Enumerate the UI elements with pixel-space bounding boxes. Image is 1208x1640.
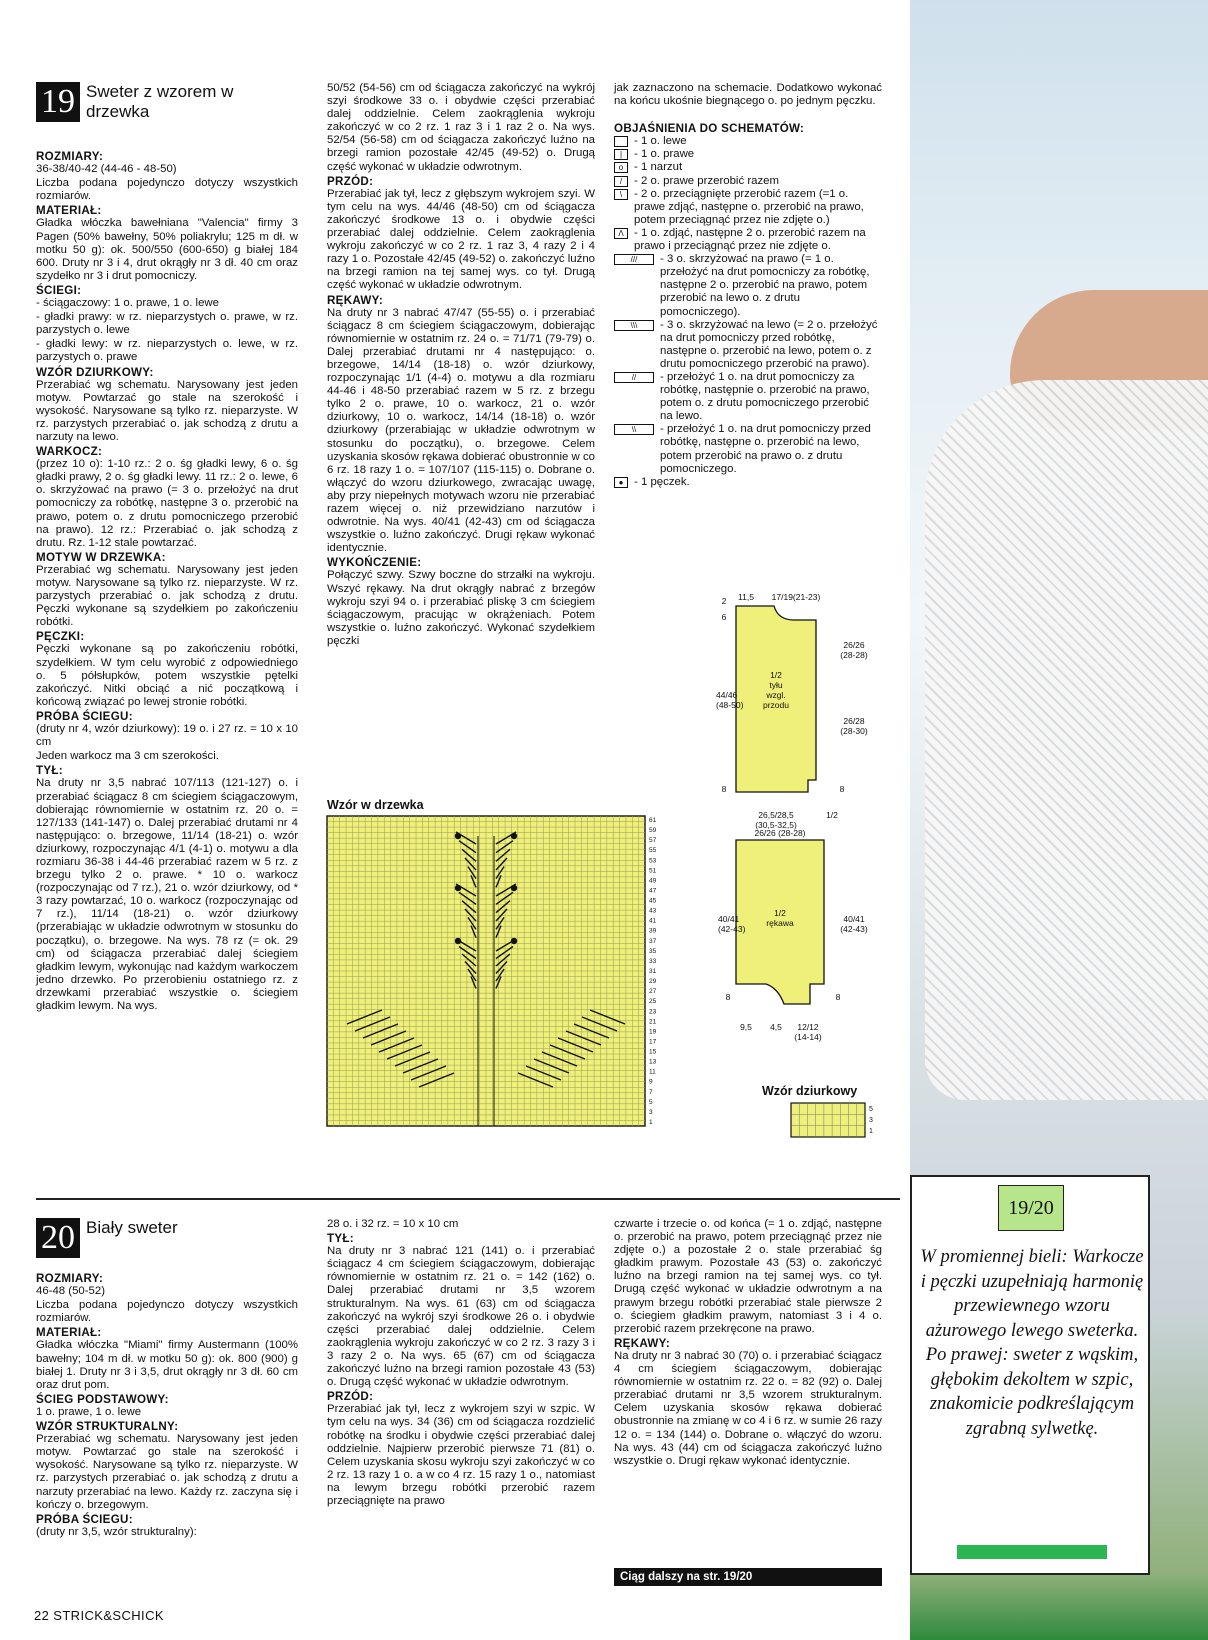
paragraph: (druty nr 3,5, wzór strukturalny): [36, 1525, 197, 1538]
row-number: 19 [649, 1028, 657, 1036]
legend-item [614, 175, 882, 188]
legend-text: - 3 o. skrzyżować na prawo (= 1 o. przełożyć na drut pomocniczy za robótkę, następne 2 o. przerobić na prawo, potem przerobić na lewo o. z drutu pomocniczego). [660, 253, 870, 318]
legend-item [614, 135, 882, 148]
article-20-column-3 [614, 1218, 882, 1469]
paragraph: Na druty nr 3 nabrać 121 (141) o. i przerabiać ściągacz 4 cm ściegiem ściągaczowym, dobierając równomiernie w ostatnim rz. 21 o. = 142 (162) o. Dalej przerabiać drutami nr 3,5 wzorem strukturalnym. Na wys. 61 (63) cm od ściągacza zakończyć na wykrój szyi środkowe 26 o. i obydwie części przerabiać dalej oddzielnie. Celem zaokrąglenia wykroju zakończyć w co 2 rz. 3 razy 3 i 3 razy 2 o. Na wys. 65 (67) cm od ściągacza zakończyć luźno na brzegi ramion pozostałe 43 (53) o. Drugą część wykonać w układzie odwrotnym. [327, 1245, 595, 1389]
paragraph: (druty nr 4, wzór dziurkowy): 19 o. i 27 rz. = 10 x 10 cm [36, 723, 298, 749]
legend-text: - 1 o. lewe [634, 135, 687, 148]
schema-center-label: tyłu [769, 680, 783, 690]
caption-accent-bar [957, 1545, 1107, 1559]
bobble-mark [455, 833, 461, 839]
caption-text: W promiennej bieli: Warkocze i pęczki uzupełniają harmonię przewiewnego wzoru ażurowego lewego sweterka. Po prawej: sweter z wąskim, głębokim dekoltem w szpic, znakomicie podkreślającym zgrabną sylwetkę. [920, 1247, 1144, 1439]
paragraph: Pęczki wykonane są po zakończeniu robótki, szydełkiem. W tym celu wyrobić z odpowiedniego o. 5 półsłupków, potem wszystkie pętelki zakończyć. Nitki obciąć a nić początkową i końcową związać po lewej stronie robótki. [36, 643, 298, 708]
schema-side-label: 44/46 [716, 690, 738, 700]
paragraph: 50/52 (54-56) cm od ściągacza zakończyć na wykrój szyi środkowe 33 o. i obydwie części przerabiać dalej oddzielnie. Celem zaokrąglenia wykroju zakończyć w co 2 rz. 1 raz 3 i 1 raz 2 o. Na wys. 52/54 (56-58) cm od ściągacza zakończyć luźno na brzegi ramion pozostałe 42/45 (49-52) o. Drugą część wykonać w układzie odwrotnym. [327, 82, 595, 173]
article-19-column-3 [614, 82, 882, 489]
section-heading: PRZÓD: [327, 174, 374, 188]
bobble-mark [511, 833, 517, 839]
paragraph: Przerabiać wg schematu. Narysowany jest jeden motyw. Powtarzać go stale na szerokość i wysokość. Narysowane są tylko rz. nieparzyste. W rz. parzystych przerabiać o. jak schodzą z drutu a narzuty przerabiać na lewo. Każdy rz. zaczyna się i kończy o. brzegowym. [36, 1433, 298, 1511]
schema-center-label: 1/2 [770, 670, 782, 680]
paragraph: Przerabiać jak tył, lecz z głębszym wykrojem szyi. W tym celu na wys. 44/46 (48-50) cm od ściągacza zakończyć środkowe 13 o. i obydwie części przerabiać dalej oddzielnie. Celem zaokrąglenia wykroju zakończyć w co 2 rz. 1 raz 3, 4 razy 2 i 4 razy 1 o. Pozostałe 42/45 (49-52) o. zakończyć luźno na brzegi ramion na tej samej wys. co tył. Drugą część wykonać w układzie odwrotnym. [327, 187, 595, 292]
legend-item [614, 371, 882, 423]
paragraph: - ściągaczowy: 1 o. prawe, 1 o. lewe [36, 297, 219, 310]
schema-label: 6 [721, 612, 727, 622]
schema-label: 26/26 [843, 640, 865, 650]
section-heading: ŚCIEGI: [36, 283, 82, 297]
paragraph: 36-38/40-42 (44-46 - 48-50) [36, 163, 177, 176]
row-number: 47 [649, 887, 657, 895]
section-heading: ŚCIEG PODSTAWOWY: [36, 1392, 169, 1406]
row-number: 17 [649, 1038, 657, 1046]
schema-label: (14-14) [794, 1032, 822, 1042]
row-number: 3 [649, 1108, 653, 1116]
row-number: 59 [649, 827, 657, 835]
paragraph: czwarte i trzecie o. od końca (= 1 o. zdjąć, następne o. przerobić na prawo, potem przeciągnąć przez nie zdjęte o.) a pozostałe 2 o. stale przerabiać śg gładkim prawym. Pozostałe 43 (53) o. zakończyć luźno na brzegi ramion na tej samej wys. co tył. Drugą część wykonać w układzie odwrotnym a na prawym brzegu robótki przerabiać stale pierwsze 2 o. ściegiem gładkim prawym, natomiast 3 i 4 o. przerobić razem przekręcone na prawo. [614, 1218, 882, 1335]
schema-label: 8 [725, 992, 731, 1002]
row-number: 23 [649, 1008, 657, 1016]
paragraph: Gładka włóczka "Miami" firmy Austermann (100% bawełny; 104 m dł. w motku 50 g): ok. 800 (900) g białej 1. Druty nr 3 i 3,5, drut okrągły nr 3 dł. 60 cm oraz drut pom. [36, 1339, 298, 1391]
legend-text: - przełożyć 1 o. na drut pomocniczy za robótkę, następnie o. przerobić na prawo, potem o. z drutu pomocniczego przerobić na lewo. [660, 370, 870, 423]
legend-item [614, 476, 882, 489]
legend-item [614, 319, 882, 371]
small-chart [790, 1102, 880, 1142]
bobble-mark [455, 885, 461, 891]
schema-label: 8 [835, 992, 841, 1002]
caption-page-tag: 19/20 [998, 1185, 1064, 1231]
section-heading: MATERIAŁ: [36, 1326, 102, 1340]
article-20-header [36, 1218, 178, 1258]
row-number: 9 [649, 1078, 653, 1086]
paragraph: Przerabiać wg schematu. Narysowany jest jeden motyw. Narysowane są tylko rz. nieparzyste. W rz. parzystych przerabiać o. jak schodzą z drutu. Pęczki wykonane są szydełkiem po zakończeniu robótki. [36, 563, 298, 629]
schema-label: 4,5 [770, 1022, 782, 1032]
article-19-number: 19 [36, 82, 80, 122]
section-heading: WZÓR DZIURKOWY: [36, 365, 154, 379]
row-number: 11 [649, 1068, 656, 1076]
legend-symbol-icon: \\\ [614, 320, 654, 331]
schema-label: 1/2 [774, 908, 786, 918]
garment-schema [714, 592, 910, 1112]
row-number: 1 [649, 1119, 653, 1126]
sleeve-side-label: 40/41 [718, 914, 740, 924]
legend-symbol-icon: | [614, 149, 628, 160]
section-heading: TYŁ: [327, 1232, 354, 1246]
schema-label: 9,5 [740, 1022, 752, 1032]
row-number: 27 [649, 988, 657, 996]
section-heading: PĘCZKI: [36, 630, 85, 644]
schema-center-label: przodu [763, 700, 789, 710]
schema-label: 2 [721, 596, 727, 606]
paragraph: (przez 10 o): 1-10 rz.: 2 o. śg gładki lewy, 6 o. śg gładki prawy, 2 o. śg gładki lewy. 11 rz.: 2 o. lewe, 6 o. skrzyżować na prawo (= 3 o. przełożyć na drut pomocniczy za robótkę, następne 3 o. przerobić na prawo, potem o. z drutu pomocniczego przerobić na prawo). 12 rz.: Przerabiać o. jak schodzą z drutu. Rz. 1-12 stale powtarzać. [36, 458, 298, 549]
small-row-number: 1 [869, 1128, 873, 1135]
row-number: 35 [649, 947, 657, 955]
legend-text: - 2 o. przeciągnięte przerobić razem (=1 o. prawe zdjąć, następne o. przerobić na prawo, potem przeciągnąć przez nie zdjęte o.) [634, 187, 864, 226]
tree-chart [325, 814, 680, 1144]
small-row-number: 3 [869, 1117, 873, 1124]
row-number: 51 [649, 867, 657, 875]
section-heading: ROZMIARY: [36, 150, 104, 163]
legend-text: - 2 o. prawe przerobić razem [634, 174, 779, 187]
legend-text: - 1 o. prawe [634, 148, 695, 161]
section-heading: MOTYW W DRZEWKA: [36, 550, 166, 564]
sleeve-side-label: (42-43) [718, 924, 746, 934]
schema-label: 26,5/28,5 [758, 810, 794, 820]
legend-item [614, 423, 882, 475]
legend-text: - 1 o. zdjąć, następne 2 o. przerobić razem na prawo i przeciągnąć przez nie zdjęte o. [634, 226, 866, 253]
paragraph: - gładki lewy: w rz. nieparzystych o. lewe, w rz. parzystych o. prawe [36, 338, 298, 364]
article-20-title: Biały sweter [86, 1218, 178, 1237]
schema-label: 40/41 [843, 914, 865, 924]
article-20-column-1 [36, 1272, 298, 1540]
small-chart-area [791, 1103, 865, 1137]
row-number: 49 [649, 877, 657, 885]
paragraph: Przerabiać wg schematu. Narysowany jest jeden motyw. Powtarzać go stale na szerokość i wysokość. Narysowane są tylko rz. nieparzyste. W rz. parzystych przerabiać o. jak schodzą z drutu a narzuty na lewo. [36, 378, 298, 443]
schema-label: (30,5-32,5) [755, 820, 797, 830]
small-row-number: 5 [869, 1106, 873, 1113]
row-number: 61 [649, 817, 657, 824]
paragraph: Przerabiać jak tył, lecz z wykrojem szyi w szpic. W tym celu na wys. 34 (36) cm od ściągacza rozdzielić robótkę na środku i obydwie części przerabiać dalej oddzielnie. Najpierw przerobić pierwsze 71 (81) o. Celem uzyskania skosu wykroju szyi zakończyć w co 2 rz. 13 razy 1 o. a w co 4 rz. 15 razy 1 o., natomiast na lewym brzegu robótki przerobić razem przeciągnięte na prawo [327, 1403, 595, 1507]
schema-label: 8 [839, 784, 845, 794]
schema-top-label: 11,5 [738, 592, 754, 602]
article-19-title: Sweter z wzorem w drzewka [86, 82, 234, 121]
paragraph: Gładka włóczka bawełniana "Valencia" firmy 3 Pagen (50% bawełny, 50% poliakrylu; 125 m dł. w motku 50 g): ok. 500/550 (600-650) g białej 184 600. Druty nr 3 i 4, drut okrągły nr 3 dł. 40 cm oraz szydełko nr 3 i drut pomocniczy. [36, 217, 298, 282]
legend-symbol-icon: // [614, 372, 654, 383]
schema-top-label: 17/19(21-23) [771, 592, 821, 602]
photo-caption-box [910, 1175, 1150, 1575]
row-number: 37 [649, 937, 657, 945]
paragraph: jak zaznaczono na schemacie. Dodatkowo wykonać na końcu ukośnie biegnącego o. po jednym pęczku. [614, 82, 882, 108]
section-heading: WYKOŃCZENIE: [327, 556, 422, 570]
row-number: 25 [649, 998, 657, 1006]
legend-text: - przełożyć 1 o. na drut pomocniczy przed robótkę, następne o. przerobić na lewo, potem przerobić na prawo o. z drutu pomocniczego. [660, 423, 871, 475]
legend-symbol-icon: /// [614, 254, 654, 265]
legend-item [614, 188, 882, 227]
legend-symbol-icon [614, 136, 628, 147]
row-number: 5 [649, 1098, 653, 1106]
legend-symbol-icon: \\ [614, 424, 654, 435]
section-heading: MATERIAŁ: [36, 204, 102, 218]
row-number: 29 [649, 978, 657, 986]
schema-label: rękawa [766, 918, 794, 928]
section-heading: RĘKAWY: [614, 1336, 670, 1350]
row-number: 43 [649, 907, 657, 915]
schema-label: 26/28 [843, 716, 865, 726]
section-heading: WZÓR STRUKTURALNY: [36, 1420, 179, 1434]
section-heading: PRÓBA ŚCIEGU: [36, 709, 133, 723]
paragraph: 46-48 (50-52) [36, 1285, 106, 1298]
sleeve-top-label: 26/26 (28-28) [754, 828, 806, 838]
section-heading: TYŁ: [36, 764, 63, 778]
row-number: 41 [649, 917, 657, 925]
small-chart-title: Wzór dziurkowy [762, 1084, 858, 1098]
article-20-column-2 [327, 1218, 595, 1509]
schema-label: 8 [721, 784, 727, 794]
page-footer: 22 STRICK&SCHICK [34, 1608, 164, 1623]
schema-label: (42-43) [840, 924, 868, 934]
article-19-column-1 [36, 150, 298, 1014]
section-heading: PRÓBA ŚCIEGU: [36, 1512, 133, 1526]
legend-symbol-icon: o [614, 162, 628, 173]
legend-symbol-icon: / [614, 176, 628, 187]
section-heading: PRZÓD: [327, 1390, 374, 1404]
legend-symbol-icon: ● [614, 477, 628, 488]
paragraph: - gładki prawy: w rz. nieparzystych o. prawe, w rz. parzystych o. lewe [36, 311, 298, 337]
paragraph: 1 o. prawe, 1 o. lewe [36, 1405, 142, 1418]
bobble-mark [511, 938, 517, 944]
paragraph: Na druty nr 3 nabrać 47/47 (55-55) o. i przerabiać ściągacz 8 cm ściegiem ściągaczowym, dobierając równomiernie w ostatnim rz. 24 o. = 71/71 (79-79) o. Dalej przerabiać drutami nr 4 następująco: o. brzegowe, 14/14 (18-18) o. wzór dziurkowy, rozpoczynając 1/1 (4-4) o. motywu a dla rozmiaru 44-46 i 48-50 przerabiać razem w 5 rz. z brzegu tylko 2 o. prawe, 10 o. warkocz, 21 o. wzór dziurkowy, 10 o. warkocz, 14/14 (18-18) o. wzór dziurkowy (przerabiając w układzie odwrotnym w stosunku do początku), o. brzegowe. Celem uzyskania skosów rękawa dobierać obustronnie w co 6 rz. 18 razy 1 o. = 107/107 (115-115) o. Dobrane o. włączyć do wzoru dziurkowego, zwracając uwagę, aby przy niepełnych motywach wzoru nie przerabiać razem więcej o. niż przewidziano narzutów i odwrotnie. Na wys. 40/41 (42-43) cm od ściągacza wszystkie o. luźno zakończyć. Drugi rękaw wykonać identycznie. [327, 306, 595, 555]
row-number: 13 [649, 1058, 657, 1066]
legend-symbol-icon: \ [614, 189, 628, 200]
section-divider [36, 1198, 900, 1200]
bobble-mark [455, 938, 461, 944]
legend-item [614, 161, 882, 174]
row-number: 55 [649, 847, 657, 855]
schema-label: (28-28) [840, 650, 868, 660]
paragraph: Na druty nr 3 nabrać 30 (70) o. i przerabiać ściągacz 4 cm ściegiem ściągaczowym, dobierając równomiernie w ostatnim rz. 22 o. = 82 (92) o. Dalej przerabiać drutami nr 3,5 wzorem strukturalnym. Celem uzyskania skosów rękawa dobierać obustronnie na zmianę w co 4 i 6 rz. w sumie 26 razy 12 o. = 134 (144) o. Dobrane o. włączyć do wzoru. Na wys. 43 (44) cm od ściągacza zakończyć luźno wszystkie o. Drugi rękaw wykonać identycznie. [614, 1349, 882, 1467]
legend-item [614, 253, 882, 318]
legend-text: - 3 o. skrzyżować na lewo (= 2 o. przełożyć na drut pomocniczy przed robótkę, następne o. przerobić na lewo, potem o. z drutu pomocniczego przerobić na prawo). [660, 318, 878, 370]
continued-note: Ciąg dalszy na str. 19/20 [614, 1568, 882, 1586]
row-number: 21 [649, 1018, 657, 1026]
row-number: 15 [649, 1048, 657, 1056]
paragraph: Jeden warkocz ma 3 cm szerokości. [36, 750, 219, 763]
row-number: 39 [649, 927, 657, 935]
schema-label: 12/12 [797, 1022, 819, 1032]
paragraph: Liczba podana pojedynczo dotyczy wszystkich rozmiarów. [36, 1299, 298, 1325]
tree-chart-title: Wzór w drzewka [327, 798, 424, 812]
legend-list [614, 135, 882, 489]
bobble-mark [511, 885, 517, 891]
legend-title: OBJAŚNIENIA DO SCHEMATÓW: [614, 122, 805, 136]
paragraph: 28 o. i 32 rz. = 10 x 10 cm [327, 1218, 459, 1230]
legend-text: - 1 pęczek. [634, 475, 690, 488]
paragraph: Liczba podana pojedynczo dotyczy wszystkich rozmiarów. [36, 177, 298, 203]
section-heading: WARKOCZ: [36, 445, 103, 459]
paragraph: Połączyć szwy. Szwy boczne do strzałki na wykroju. Wszyć rękawy. Na drut okrągły nabrać z brzegów wykroju szyi 94 o. i przerabiać pliskę 3 cm ściegiem ściągaczowym, pracując w okrążeniach. Potem wszystkie o. luźno zakończyć. Wykonać szydełkiem pęczki [327, 569, 595, 647]
paragraph: Na druty nr 3,5 nabrać 107/113 (121-127) o. i przerabiać ściągacz 8 cm ściegiem ściągaczowym, dobierając równomiernie w ostatnim rz. 20 o. = 127/133 (141-147) o. Dalej przerabiać drutami nr 4 następująco: o. brzegowe, 11/14 (18-21) o. wzór dziurkowy, rozpoczynając 4/1 (4-1) o. motywu a dla rozmiaru 36-38 i 44-46 przerabiać razem w 5 rz. z brzegu tylko 2 o. prawe. * 10 o. warkocz (rozpoczynając od 7 rz.), 21 o. wzór dziurkowy, od * 3 razy powtarzać, 10 o. warkocz (rozpoczynając od 7 rz.), 11/14 (18-21) o. wzór dziurkowy (przerabiając w układzie odwrotnym w stosunku do początku), o. brzegowe. Na wys. 78 rz (= ok. 29 cm) od ściągacza przerabiać dalej ściegiem gładkim lewym, wykonując nad każdym warkoczem jedno drzewko. Po przerobieniu ostatniego rz. z drzewkami przerabiać wszystkie o. ściegiem gładkim lewym. Na wys. [36, 777, 298, 1012]
row-number: 53 [649, 857, 657, 865]
photo-sweater [925, 380, 1208, 1100]
section-heading: ROZMIARY: [36, 1272, 104, 1285]
legend-text: - 1 narzut [634, 161, 683, 174]
legend-item [614, 148, 882, 161]
schema-label: (28-30) [840, 726, 868, 736]
legend-item [614, 227, 882, 253]
schema-label: 1/2 [826, 810, 838, 820]
article-20-number: 20 [36, 1218, 80, 1258]
row-number: 33 [649, 957, 657, 965]
row-number: 31 [649, 968, 657, 975]
schema-center-label: wzgl. [766, 690, 786, 700]
schema-side-label: (48-50) [716, 700, 744, 710]
article-19-header [36, 82, 256, 122]
section-heading: RĘKAWY: [327, 293, 383, 307]
row-number: 57 [649, 837, 657, 845]
legend-symbol-icon: Λ [614, 228, 628, 239]
article-19-column-2 [327, 82, 595, 649]
row-number: 45 [649, 897, 657, 905]
row-number: 7 [649, 1088, 653, 1096]
